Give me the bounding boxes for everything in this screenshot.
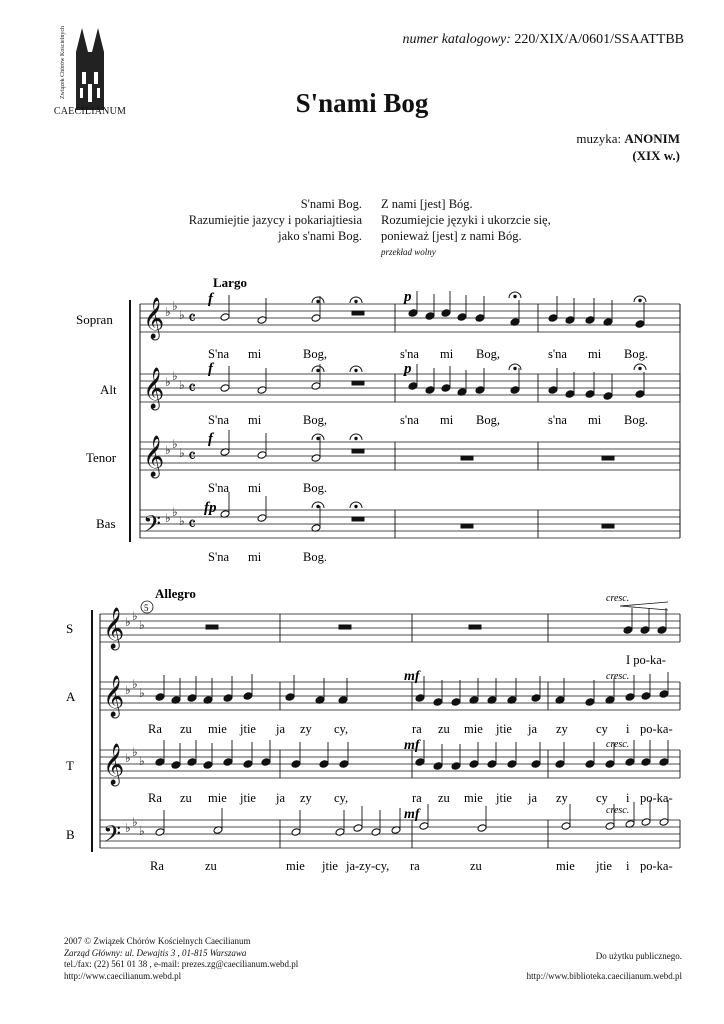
logo-text: CAECILIANUM [53, 106, 127, 117]
fermata-dot [514, 295, 516, 297]
note-head [625, 693, 635, 702]
flat-icon: ♭ [132, 677, 138, 691]
logo-vertical-text: Związek Chórów Kościelnych [60, 26, 66, 99]
note-head [425, 312, 435, 321]
dynamic-mf: mf [404, 807, 420, 822]
lyric: ja [528, 791, 538, 805]
flat-icon: ♭ [125, 821, 131, 835]
note-head [457, 313, 467, 322]
voice-label-a: A [66, 689, 76, 704]
note-head [641, 692, 651, 701]
note-head [285, 693, 295, 702]
flat-icon: ♭ [125, 615, 131, 629]
dynamic-p: p [404, 361, 412, 377]
lyric: Bog. [624, 413, 648, 427]
note-head [187, 694, 197, 703]
note-head [171, 761, 181, 770]
lyric: ja [276, 791, 286, 805]
lyric: Bog, [476, 413, 500, 427]
note-head [311, 454, 321, 463]
lyric: jtie [322, 859, 338, 873]
flat-icon: ♭ [165, 511, 171, 525]
treble-clef-icon: 𝄞 [143, 298, 165, 339]
note-head [291, 760, 301, 769]
note-head [220, 384, 230, 393]
whole-rest [602, 524, 614, 528]
lyric: zu [470, 859, 482, 873]
note-head [187, 758, 197, 767]
dynamic-f: f [208, 291, 213, 307]
voice-label-b: B [66, 827, 75, 842]
whole-rest [469, 625, 481, 629]
whole-rest [352, 517, 364, 521]
footer-link-left[interactable]: http://www.caecilianum.webd.pl [64, 970, 182, 981]
lyric: cy, [334, 722, 349, 736]
fermata-dot [639, 367, 641, 369]
fermata-dot [317, 437, 319, 439]
note-head [641, 818, 651, 827]
flat-icon: ♭ [179, 446, 185, 460]
voice-label-s: S [66, 621, 74, 636]
note-head [371, 828, 381, 837]
note-head [441, 384, 451, 393]
note-head [335, 828, 345, 837]
flat-icon: ♭ [132, 815, 138, 829]
note-head [220, 313, 230, 322]
lyric: zu [180, 722, 192, 736]
lyric: Ra [148, 722, 162, 736]
note-head [243, 692, 253, 701]
lyric: ra [410, 859, 420, 873]
lyric: ja [528, 722, 538, 736]
lyric: mie [556, 859, 575, 873]
bass-clef-icon: 𝄢 [143, 510, 162, 543]
lyric: Bog. [624, 347, 648, 361]
cresc-marking: cresc. [606, 593, 630, 604]
lyric: zu [438, 791, 450, 805]
lyric: mie [208, 722, 227, 736]
dynamic-f: f [208, 361, 213, 377]
fermata-dot [355, 300, 357, 302]
tempo-allegro: Allegro [155, 586, 196, 601]
note-head [641, 758, 651, 767]
note-head [565, 316, 575, 325]
lyric: mi [248, 481, 262, 495]
lyric: mi [248, 550, 262, 564]
lyric: i [626, 722, 630, 736]
whole-rest [352, 381, 364, 385]
note-head [555, 760, 565, 769]
page-title: S'nami Bog [295, 88, 429, 118]
lyric: cy, [334, 791, 349, 805]
composer-name: ANONIM [624, 131, 680, 146]
fermata-dot [317, 300, 319, 302]
common-time-icon: 𝄴 [188, 446, 197, 467]
lyric: Bog, [303, 347, 327, 361]
whole-rest [461, 524, 473, 528]
flat-icon: ♭ [139, 824, 145, 838]
treble-clef-icon: 𝄞 [143, 368, 165, 409]
lyric: mi [440, 347, 454, 361]
dynamic-mf: mf [404, 669, 420, 684]
note-head [475, 314, 485, 323]
tempo-largo: Largo [213, 275, 247, 290]
flat-icon: ♭ [179, 308, 185, 322]
lyric: mi [588, 413, 602, 427]
note-head [585, 760, 595, 769]
lyric: i [626, 791, 630, 805]
whole-rest [352, 311, 364, 315]
note-head [475, 386, 485, 395]
original-line: jako s'nami Bog. [278, 229, 362, 243]
lyric: zu [438, 722, 450, 736]
lyric: po-ka- [640, 722, 673, 736]
lyric: mi [248, 347, 262, 361]
common-time-icon: 𝄴 [188, 308, 197, 329]
composer-period: (XIX w.) [632, 148, 680, 163]
lyric: ja [276, 722, 286, 736]
voice-label-alt: Alt [100, 382, 117, 397]
note-head [510, 386, 520, 395]
lyric: i [626, 859, 630, 873]
note-head [477, 824, 487, 833]
lyric: I po-ka- [626, 653, 666, 667]
lyric: jtie [496, 791, 512, 805]
lyric: zu [180, 791, 192, 805]
lyric: s'na [400, 413, 419, 427]
cresc-marking: cresc. [606, 739, 630, 750]
bass-clef-icon: 𝄢 [103, 820, 122, 853]
note-head [565, 390, 575, 399]
note-head [223, 758, 233, 767]
note-head [548, 386, 558, 395]
treble-clef-icon: 𝄞 [103, 744, 125, 785]
flat-icon: ♭ [132, 745, 138, 759]
lyric: ra [412, 791, 422, 805]
flat-icon: ♭ [172, 299, 178, 313]
lyric: jtie [496, 722, 512, 736]
note-head [469, 760, 479, 769]
note-head [203, 761, 213, 770]
contact: tel./fax: (22) 561 01 38 , e-mail: prezes.zg@caecilianum.webd.pl [64, 959, 299, 969]
note-head [623, 626, 633, 635]
note-head [155, 828, 165, 837]
lyric: mi [440, 413, 454, 427]
lyric: s'na [548, 413, 567, 427]
lyric: Ra [148, 791, 162, 805]
translation-line: Rozumiejcie języki i ukorzcie się, [381, 213, 551, 227]
lyric: jtie [240, 791, 256, 805]
lyric: s'na [548, 347, 567, 361]
note-head [408, 309, 418, 318]
note-head [605, 822, 615, 831]
lyric: po-ka- [640, 791, 673, 805]
whole-rest [339, 625, 351, 629]
lyric: cy [596, 791, 608, 805]
lyric: zu [205, 859, 217, 873]
flat-icon: ♭ [165, 443, 171, 457]
cresc-marking: cresc. [606, 805, 630, 816]
note-head [419, 822, 429, 831]
note-head [319, 760, 329, 769]
lyric: S'na [208, 347, 230, 361]
flat-icon: ♭ [139, 754, 145, 768]
footer-link-right[interactable]: http://www.biblioteka.caecilianum.webd.pl [526, 971, 682, 981]
note-head [531, 694, 541, 703]
whole-rest [352, 449, 364, 453]
note-head [155, 693, 165, 702]
dynamic-p: p [404, 289, 412, 305]
flat-icon: ♭ [125, 683, 131, 697]
lyric: cy [596, 722, 608, 736]
note-head [353, 824, 363, 833]
flat-icon: ♭ [139, 618, 145, 632]
note-head [311, 382, 321, 391]
note-head [659, 758, 669, 767]
copyright: 2007 © Związek Chórów Kościelnych Caecilianum [64, 936, 251, 946]
translation-note: przekład wolny [381, 247, 436, 257]
lyric: mie [286, 859, 305, 873]
note-head [603, 392, 613, 401]
note-head [257, 316, 267, 325]
lyric: zy [556, 722, 568, 736]
fermata-dot [355, 369, 357, 371]
note-head [415, 758, 425, 767]
lyric: po-ka- [640, 859, 673, 873]
note-head [531, 760, 541, 769]
lyric: Bog, [303, 413, 327, 427]
note-head [155, 758, 165, 767]
fermata-dot [355, 505, 357, 507]
lyric: jtie [240, 722, 256, 736]
lyric: zy [300, 722, 312, 736]
measure-number: 5 [144, 603, 149, 613]
composer-label: muzyka: [576, 131, 622, 146]
note-head [415, 694, 425, 703]
lyric: S'na [208, 481, 230, 495]
note-head [257, 386, 267, 395]
note-head [657, 626, 667, 635]
fermata-dot [317, 369, 319, 371]
note-head [451, 698, 461, 707]
note-head [257, 514, 267, 523]
treble-clef-icon: 𝄞 [103, 608, 125, 649]
voice-label-t: T [66, 758, 74, 773]
note-head [640, 626, 650, 635]
note-head [433, 762, 443, 771]
catalog-value: 220/XIX/A/0601/SSAATTBB [514, 32, 684, 47]
note-head [487, 760, 497, 769]
dynamic-fp: fp [204, 500, 217, 516]
note-head [291, 828, 301, 837]
flat-icon: ♭ [172, 369, 178, 383]
flat-icon: ♭ [172, 505, 178, 519]
note-head [243, 760, 253, 769]
catalog-label: numer katalogowy: [402, 32, 511, 47]
lyric: mie [208, 791, 227, 805]
lyric: s'na [400, 347, 419, 361]
translation-line: ponieważ [jest] z nami Bóg. [381, 229, 522, 243]
fermata-dot [355, 437, 357, 439]
note-head [507, 760, 517, 769]
lyric: mi [588, 347, 602, 361]
translation-line: Z nami [jest] Bóg. [381, 197, 473, 211]
note-head [408, 382, 418, 391]
note-head [635, 390, 645, 399]
note-head [659, 818, 669, 827]
note-head [425, 386, 435, 395]
note-head [441, 309, 451, 318]
note-head [625, 758, 635, 767]
note-head [548, 314, 558, 323]
voice-label-sopran: Sopran [76, 312, 113, 327]
treble-clef-icon: 𝄞 [103, 676, 125, 717]
address: Zarząd Główny: ul. Dewajtis 3 , 01-815 Warszawa [64, 947, 247, 958]
lyric: mie [464, 722, 483, 736]
note-head [561, 822, 571, 831]
flat-icon: ♭ [132, 609, 138, 623]
lyric: ra [412, 722, 422, 736]
lyric: S'na [208, 413, 230, 427]
voice-label-tenor: Tenor [86, 450, 117, 465]
note-head [257, 451, 267, 460]
common-time-icon: 𝄴 [188, 378, 197, 399]
dynamic-f: f [208, 431, 213, 447]
note-head [605, 760, 615, 769]
lyric: jtie [596, 859, 612, 873]
lyric: Ra [150, 859, 164, 873]
whole-rest [602, 456, 614, 460]
flat-icon: ♭ [165, 305, 171, 319]
lyric: S'na [208, 550, 230, 564]
note-head [261, 758, 271, 767]
note-head [451, 762, 461, 771]
note-head [223, 694, 233, 703]
original-line: Razumiejtie jazycy i pokariajtiesia [188, 213, 362, 227]
fermata-dot [639, 299, 641, 301]
flat-icon: ♭ [139, 686, 145, 700]
lyric: mie [464, 791, 483, 805]
dynamic-mf: mf [404, 738, 420, 753]
note-head [339, 760, 349, 769]
footer-right [527, 946, 682, 986]
lyric: zy [556, 791, 568, 805]
cresc-marking: cresc. [606, 671, 630, 682]
lyric: Bog. [303, 550, 327, 564]
fermata-dot [317, 505, 319, 507]
voice-label-bas: Bas [96, 516, 116, 531]
common-time-icon: 𝄴 [188, 514, 197, 535]
note-head [585, 316, 595, 325]
flat-icon: ♭ [179, 378, 185, 392]
whole-rest [461, 456, 473, 460]
fermata-dot [514, 367, 516, 369]
footer-left [64, 936, 298, 982]
lyric: zy [300, 791, 312, 805]
lyric: Bog, [476, 347, 500, 361]
original-line: S'nami Bog. [300, 197, 362, 211]
lyric: mi [248, 413, 262, 427]
whole-rest [206, 625, 218, 629]
lyric: ja-zy-cy, [346, 859, 390, 873]
note-head [433, 698, 443, 707]
flat-icon: ♭ [179, 514, 185, 528]
note-head [311, 314, 321, 323]
flat-icon: ♭ [165, 375, 171, 389]
lyric: Bog. [303, 481, 327, 495]
note-head [585, 698, 595, 707]
public-use-note: Do użytku publicznego. [595, 951, 682, 961]
treble-clef-icon: 𝄞 [143, 436, 165, 477]
flat-icon: ♭ [172, 437, 178, 451]
flat-icon: ♭ [125, 751, 131, 765]
note-head [659, 690, 669, 699]
note-head [635, 320, 645, 329]
note-head [585, 390, 595, 399]
